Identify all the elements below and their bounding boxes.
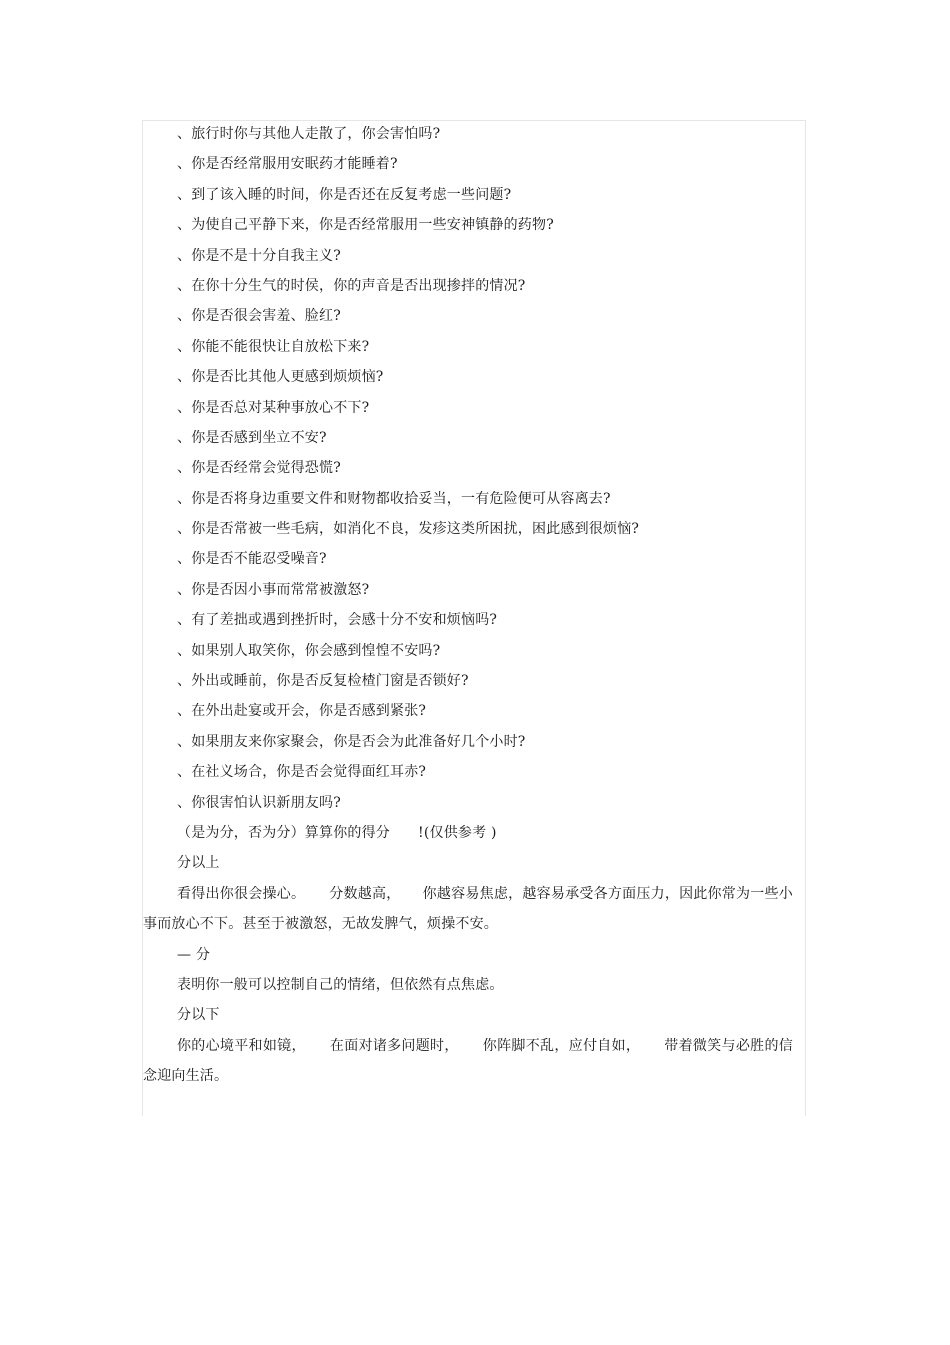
document-body xyxy=(143,119,795,1092)
question-item: 、你是否感到坐立不安? xyxy=(177,429,327,446)
question-item: 、如果朋友来你家聚会，你是否会为此准备好几个小时? xyxy=(177,733,526,750)
question-item: 、你是否总对某种事放心不下? xyxy=(177,399,370,416)
question-item: 、在社义场合，你是否会觉得面红耳赤? xyxy=(177,764,427,781)
question-item: 、有了差拙或遇到挫折时，会感十分不安和烦恼吗? xyxy=(177,612,498,629)
question-item: 、你能不能很快让自放松下来? xyxy=(177,338,370,355)
question-item: 、你是否比其他人更感到烦烦恼? xyxy=(177,369,384,386)
question-item: 、你是不是十分自我主义? xyxy=(177,247,341,264)
question-item: 、你是否很会害羞、脸红? xyxy=(177,308,341,325)
result-high-heading: 分以上 xyxy=(177,855,220,872)
question-item: 、你是否常被一些毛病，如消化不良，发疹这类所困扰，困此感到很烦恼? xyxy=(177,521,640,538)
question-list xyxy=(143,119,795,818)
result-high-part2: 分数越高， xyxy=(329,885,401,902)
result-high-text xyxy=(143,879,793,940)
question-item: 、你是否经常会觉得恐慌? xyxy=(177,460,341,477)
question-item: 、你很害怕认识新朋友吗? xyxy=(177,794,341,811)
question-item: 、旅行时你与其他人走散了，你会害怕吗? xyxy=(177,126,441,142)
result-high-part1: 看得出你很会操心。 xyxy=(177,885,306,902)
scoring-note: !(仅供参考 ) xyxy=(418,824,497,841)
question-item: 、如果别人取笑你，你会感到惶惶不安吗? xyxy=(177,642,441,659)
question-item: 、在外出赴宴或开会，你是否感到紧张? xyxy=(177,703,427,720)
question-item: 、你是否因小事而常常被激怒? xyxy=(177,581,370,598)
result-low-part2: 在面对诸多问题时， xyxy=(329,1037,459,1054)
question-item: 、你是否将身边重要文件和财物都收拾妥当，一有危险便可从容离去? xyxy=(177,490,611,507)
question-item: 、在你十分生气的时侯，你的声音是否出现掺拌的情况? xyxy=(177,277,526,294)
result-low-part4: 带着微笑与必胜的信念迎向生活。 xyxy=(143,1037,793,1085)
question-item: 、你是否经常服用安眠药才能睡着? xyxy=(177,156,398,173)
result-low-heading: 分以下 xyxy=(177,1007,220,1024)
result-low-part3: 你阵脚不乱，应付自如， xyxy=(482,1037,641,1054)
result-high-part3: 你越容易焦虑，越容易承受各方面压力，因此你常为一些小事而放心不下。甚至于被激怒，无故发脾气，烦操不安。 xyxy=(143,885,794,933)
result-mid-text: 表明你一般可以控制自己的情绪，但依然有点焦虑。 xyxy=(177,976,504,993)
result-mid-heading: — 分 xyxy=(177,946,211,963)
question-item: 、外出或睡前，你是否反复检楂门窗是否锁好? xyxy=(177,673,469,690)
question-item: 、为使自己平静下来，你是否经常服用一些安神镇静的药物? xyxy=(177,217,554,234)
result-low-text xyxy=(143,1031,793,1092)
scoring-instruction xyxy=(143,818,795,848)
question-item: 、到了该入睡的时间，你是否还在反复考虑一些问题? xyxy=(177,186,512,203)
scoring-text: （是为分，否为分）算算你的得分 xyxy=(177,824,390,841)
question-item: 、你是否不能忍受噪音? xyxy=(177,551,327,568)
result-low-part1: 你的心境平和如镜， xyxy=(177,1037,306,1054)
